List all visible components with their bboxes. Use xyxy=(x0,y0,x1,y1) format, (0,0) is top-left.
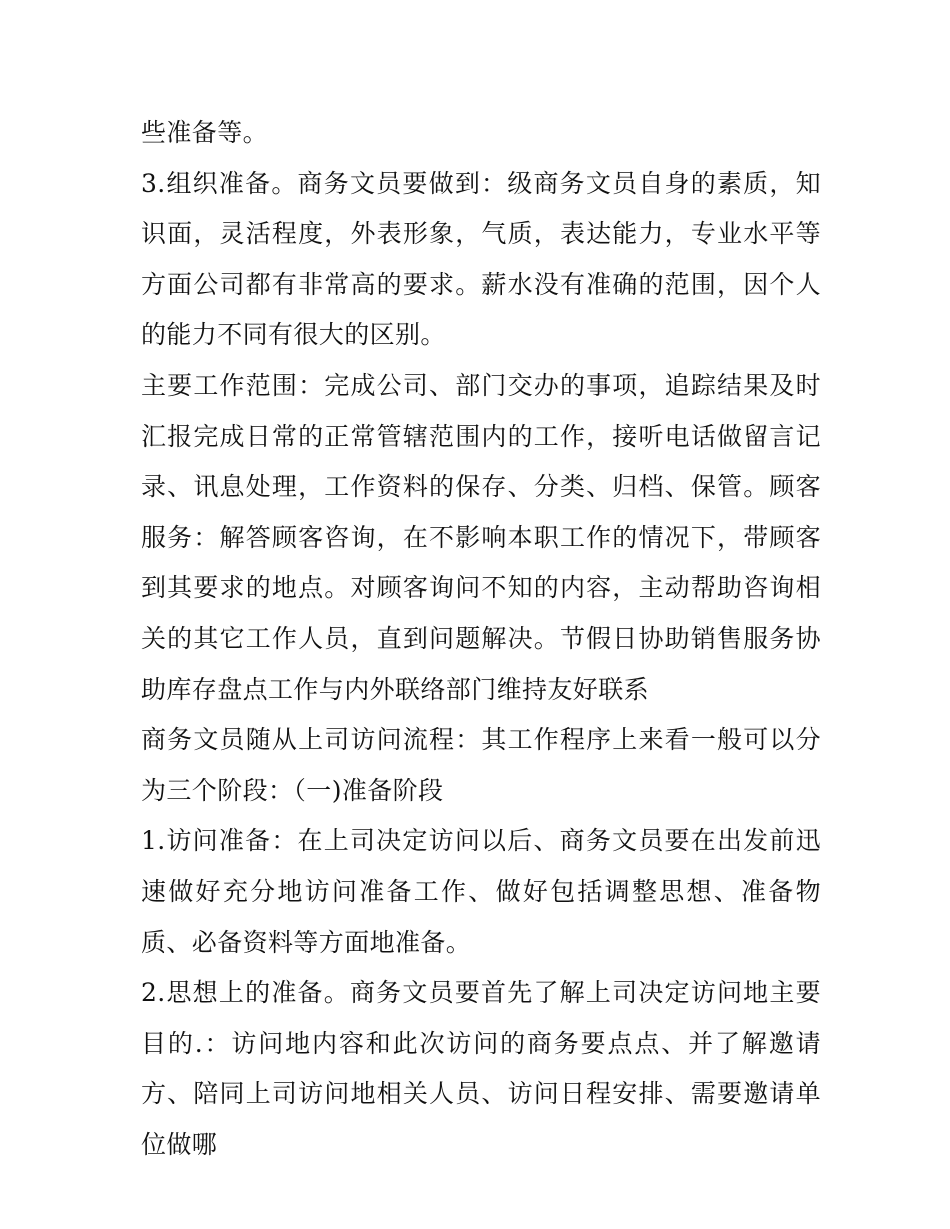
paragraph: 商务文员随从上司访问流程：其工作程序上来看一般可以分为三个阶段：（一)准备阶段 xyxy=(141,725,821,805)
document-body xyxy=(141,108,821,1170)
paragraph: 2.思想上的准备。商务文员要首先了解上司决定访问地主要目的.：访问地内容和此次访问的商务要点点、并了解邀请方、陪同上司访问地相关人员、访问日程安排、需要邀请单位做哪 xyxy=(141,978,821,1159)
paragraph: 主要工作范围：完成公司、部门交办的事项，追踪结果及时汇报完成日常的正常管辖范围内的工作，接听电话做留言记录、讯息处理，工作资料的保存、分类、归档、保管。顾客服务：解答顾客咨询，在不影响本职工作的情况下，带顾客到其要求的地点。对顾客询问不知的内容，主动帮助咨询相关的其它工作人员，直到问题解决。节假日协助销售服务协助库存盘点工作与内外联络部门维持友好联系 xyxy=(141,370,821,704)
paragraph: 1.访问准备：在上司决定访问以后、商务文员要在出发前迅速做好充分地访问准备工作、做好包括调整思想、准备物质、必备资料等方面地准备。 xyxy=(141,826,821,957)
paragraph: 些准备等。 xyxy=(141,118,269,147)
paragraph: 3.组织准备。商务文员要做到：级商务文员自身的素质，知识面，灵活程度，外表形象，气质，表达能力，专业水平等方面公司都有非常高的要求。薪水没有准确的范围，因个人的能力不同有很大的区别。 xyxy=(141,168,821,350)
